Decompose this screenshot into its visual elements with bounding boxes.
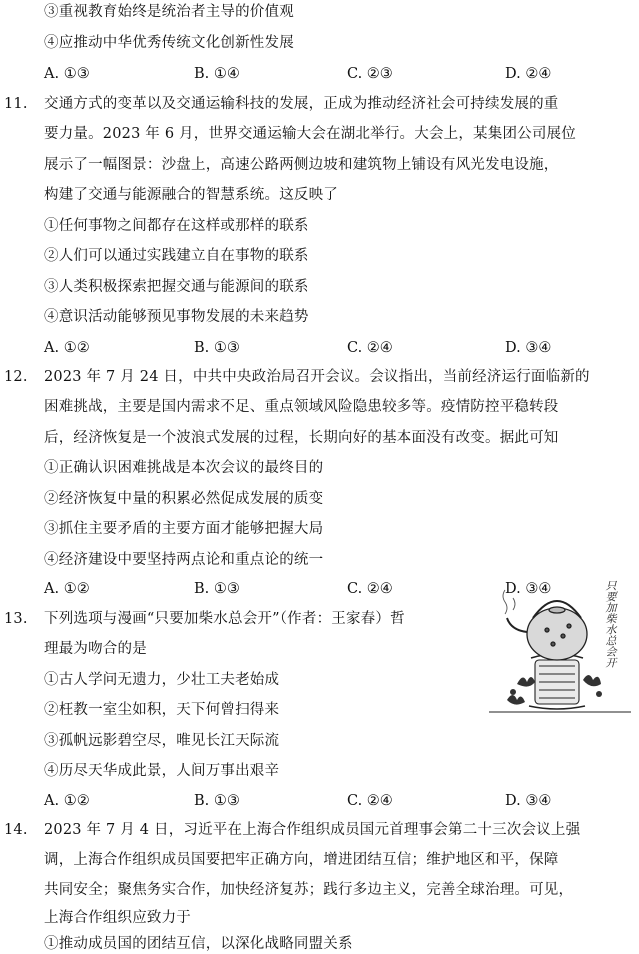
q11-stem-line-1: 交通方式的变革以及交通运输科技的发展，正成为推动经济社会可持续发展的重 xyxy=(44,96,559,112)
steam-icon xyxy=(503,590,515,614)
q11-item-4: ④意识活动能够预见事物发展的未来趋势 xyxy=(44,309,309,325)
question-number-12: 12. xyxy=(4,369,28,385)
option-a: A. ①② xyxy=(44,581,90,597)
kettle-icon xyxy=(507,601,587,660)
q12-stem-line-1: 2023 年 7 月 24 日，中共中央政治局召开会议。会议指出，当前经济运行面临新的 xyxy=(44,369,590,385)
question-number-13: 13. xyxy=(4,611,28,627)
q14-stem-line-2: 调，上海合作组织成员国要把牢正确方向，增进团结互信；维护地区和平，保障 xyxy=(44,852,559,868)
q14-stem-line-4: 上海合作组织应致力于 xyxy=(44,910,191,926)
q13-item-1: ①古人学问无遗力，少壮工夫老始成 xyxy=(44,672,280,688)
q14-stem-line-3: 共同安全；聚焦务实合作，加快经济复苏；践行多边主义，完善全球治理。可见， xyxy=(44,882,574,898)
q12-item-4: ④经济建设中要坚持两点论和重点论的统一 xyxy=(44,552,324,568)
question-number-14: 14. xyxy=(4,822,28,838)
option-d: D. ③④ xyxy=(505,793,552,809)
prev-options xyxy=(44,64,639,84)
cartoon-caption xyxy=(600,580,630,670)
q12-item-3: ③抓住主要矛盾的主要方面才能够把握大局 xyxy=(44,521,324,537)
q13-stem-line-2: 理最为吻合的是 xyxy=(44,641,147,657)
q11-item-2: ②人们可以通过实践建立自在事物的联系 xyxy=(44,248,309,264)
option-b: B. ①③ xyxy=(194,793,240,809)
q11-stem-line-2: 要力量。2023 年 6 月，世界交通运输大会在湖北举行。大会上，某集团公司展位 xyxy=(44,126,576,142)
q11-item-1: ①任何事物之间都存在这样或那样的联系 xyxy=(44,218,309,234)
option-d: D. ③④ xyxy=(505,581,552,597)
option-d: D. ②④ xyxy=(505,66,552,82)
option-a: A. ①② xyxy=(44,793,90,809)
q14-item-1: ①推动成员国的团结互信，以深化战略同盟关系 xyxy=(44,936,353,952)
q13-item-2: ②枉教一室尘如积，天下何曾扫得来 xyxy=(44,702,280,718)
q12-stem-line-2: 困难挑战，主要是国内需求不足、重点领域风险隐患较多等。疫情防控平稳转段 xyxy=(44,399,559,415)
option-a: A. ①③ xyxy=(44,66,90,82)
option-b: B. ①③ xyxy=(194,340,240,356)
q14-stem-line-1: 2023 年 7 月 4 日，习近平在上海合作组织成员国元首理事会第二十三次会议上强 xyxy=(44,822,581,838)
question-number-11: 11. xyxy=(4,96,28,112)
q11-stem-line-3: 展示了一幅图景：沙盘上，高速公路两侧边坡和建筑物上铺设有风光发电设施， xyxy=(44,157,559,173)
q12-stem-line-3: 后，经济恢复是一个波浪式发展的过程，长期向好的基本面没有改变。据此可知 xyxy=(44,430,559,446)
cartoon-caption-text: 只要加柴水总会开 xyxy=(604,580,617,668)
q12-item-2: ②经济恢复中量的积累必然促成发展的质变 xyxy=(44,491,324,507)
option-b: B. ①④ xyxy=(194,66,240,82)
q13-item-4: ④历尽天华成此景，人间万事出艰辛 xyxy=(44,763,280,779)
option-c: C. ②④ xyxy=(347,793,393,809)
firewood-icon xyxy=(529,654,585,709)
option-c: C. ②④ xyxy=(347,340,393,356)
option-d: D. ③④ xyxy=(505,340,552,356)
q11-item-3: ③人类积极探索把握交通与能源间的联系 xyxy=(44,279,309,295)
q13-options xyxy=(44,791,639,811)
q11-stem-line-4: 构建了交通与能源融合的智慧系统。这反映了 xyxy=(44,187,338,203)
q12-item-1: ①正确认识困难挑战是本次会议的最终目的 xyxy=(44,460,324,476)
prev-item-3: ③重视教育始终是统治者主导的价值观 xyxy=(44,4,294,20)
q13-stem-line-1: 下列选项与漫画“只要加柴水总会开”（作者：王家春）哲 xyxy=(44,611,405,627)
option-a: A. ①② xyxy=(44,340,90,356)
option-c: C. ②④ xyxy=(347,581,393,597)
option-b: B. ①③ xyxy=(194,581,240,597)
q13-item-3: ③孤帆远影碧空尽，唯见长江天际流 xyxy=(44,733,280,749)
option-c: C. ②③ xyxy=(347,66,393,82)
q11-options xyxy=(44,338,639,358)
prev-item-4: ④应推动中华优秀传统文化创新性发展 xyxy=(44,35,294,51)
